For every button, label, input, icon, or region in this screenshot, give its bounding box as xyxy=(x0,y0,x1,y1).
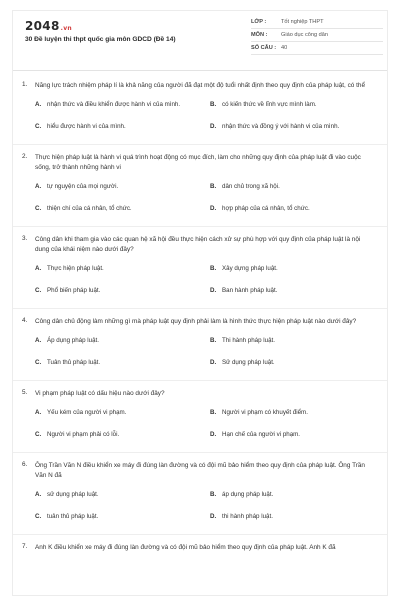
option-a[interactable] xyxy=(35,182,200,191)
option-letter: A. xyxy=(35,409,42,416)
option-letter: B. xyxy=(210,337,217,344)
question-6 xyxy=(13,461,387,534)
option-text: Người vi phạm phải có lỗi. xyxy=(47,431,120,438)
option-a[interactable] xyxy=(35,490,200,499)
question-list xyxy=(13,81,387,553)
option-a[interactable] xyxy=(35,408,200,417)
option-letter: D. xyxy=(210,123,217,130)
exam-meta xyxy=(251,16,383,55)
worksheet-header xyxy=(13,11,387,61)
question-4 xyxy=(13,317,387,380)
option-d[interactable] xyxy=(210,286,375,295)
option-text: thiện chí của cá nhân, tổ chức. xyxy=(47,205,132,212)
option-letter: C. xyxy=(35,359,42,366)
option-d[interactable] xyxy=(210,430,375,439)
option-d[interactable] xyxy=(210,122,375,131)
option-text: Xây dựng pháp luật. xyxy=(222,265,278,272)
meta-value: Tốt nghiệp THPT xyxy=(281,19,324,25)
answer-options xyxy=(35,336,375,380)
question-divider xyxy=(13,226,387,227)
option-b[interactable] xyxy=(210,100,375,109)
question-number: 1. xyxy=(22,81,28,88)
option-letter: C. xyxy=(35,123,42,130)
option-letter: D. xyxy=(210,359,217,366)
option-letter: C. xyxy=(35,287,42,294)
option-c[interactable] xyxy=(35,204,200,213)
question-1 xyxy=(13,81,387,144)
option-c[interactable] xyxy=(35,430,200,439)
question-text: Công dân khi tham gia vào các quan hệ xã hội đều thực hiện cách xử sự phù hợp với quy định của pháp luật là nội dung của khái niệm nào dưới đây? xyxy=(35,236,361,253)
option-letter: B. xyxy=(210,265,217,272)
option-b[interactable] xyxy=(210,490,375,499)
option-letter: A. xyxy=(35,265,42,272)
option-text: có kiến thức về lĩnh vực mình làm. xyxy=(222,101,317,108)
question-number: 4. xyxy=(22,317,28,324)
option-text: Người vi phạm có khuyết điểm. xyxy=(222,409,308,416)
option-text: Ban hành pháp luật. xyxy=(222,287,278,294)
option-text: tự nguyện của mọi người. xyxy=(47,183,119,190)
option-a[interactable] xyxy=(35,100,200,109)
option-letter: D. xyxy=(210,513,217,520)
option-letter: A. xyxy=(35,183,42,190)
option-text: Phổ biến pháp luật. xyxy=(47,287,101,294)
answer-options xyxy=(35,408,375,452)
question-divider xyxy=(13,534,387,535)
option-letter: D. xyxy=(210,287,217,294)
option-letter: C. xyxy=(35,205,42,212)
meta-label: MÔN : xyxy=(251,32,268,38)
header-divider xyxy=(13,70,387,71)
meta-label: SỐ CÂU : xyxy=(251,45,277,51)
option-text: Hạn chế của người vi phạm. xyxy=(222,431,301,438)
option-d[interactable] xyxy=(210,204,375,213)
option-d[interactable] xyxy=(210,358,375,367)
answer-options xyxy=(35,264,375,308)
question-number: 7. xyxy=(22,543,28,550)
meta-value: 40 xyxy=(281,45,288,51)
option-letter: C. xyxy=(35,513,42,520)
option-letter: A. xyxy=(35,491,42,498)
question-3 xyxy=(13,235,387,308)
option-letter: C. xyxy=(35,431,42,438)
site-logo[interactable] xyxy=(25,19,72,33)
option-a[interactable] xyxy=(35,336,200,345)
question-text: Ông Trần Văn N điều khiển xe máy đi đúng làn đường và có đội mũ bảo hiểm theo quy định của pháp luật. Ông Trần Văn N đã xyxy=(35,462,365,479)
page-title: 30 Đề luyện thi thpt quốc gia môn GDCD (Đề 14) xyxy=(25,36,176,43)
option-text: Thi hành pháp luật. xyxy=(222,337,275,344)
option-letter: B. xyxy=(210,409,217,416)
logo-text: 2048 xyxy=(25,19,60,33)
question-divider xyxy=(13,452,387,453)
option-c[interactable] xyxy=(35,358,200,367)
question-2 xyxy=(13,153,387,226)
answer-options xyxy=(35,100,375,144)
question-divider xyxy=(13,308,387,309)
question-number: 6. xyxy=(22,461,28,468)
option-text: nhận thức và điều khiển được hành vi của mình. xyxy=(47,101,181,108)
option-text: Tuân thủ pháp luật. xyxy=(47,359,101,366)
option-letter: B. xyxy=(210,183,217,190)
question-divider xyxy=(13,144,387,145)
option-c[interactable] xyxy=(35,512,200,521)
option-c[interactable] xyxy=(35,122,200,131)
option-letter: D. xyxy=(210,205,217,212)
option-text: áp dụng pháp luật. xyxy=(222,491,274,498)
meta-value: Giáo dục công dân xyxy=(281,32,328,38)
question-number: 2. xyxy=(22,153,28,160)
option-c[interactable] xyxy=(35,286,200,295)
answer-options xyxy=(35,490,375,534)
option-b[interactable] xyxy=(210,336,375,345)
meta-row-count xyxy=(251,42,383,55)
option-text: Yếu kém của người vi phạm. xyxy=(47,409,127,416)
option-text: Sử dụng pháp luật. xyxy=(222,359,275,366)
option-d[interactable] xyxy=(210,512,375,521)
option-letter: D. xyxy=(210,431,217,438)
option-letter: B. xyxy=(210,491,217,498)
question-number: 3. xyxy=(22,235,28,242)
meta-row-subject xyxy=(251,29,383,42)
answer-options xyxy=(35,182,375,226)
option-letter: A. xyxy=(35,337,42,344)
option-text: hiểu được hành vi của mình. xyxy=(47,123,126,130)
question-divider xyxy=(13,380,387,381)
question-text: Công dân chủ động làm những gì mà pháp luật quy định phải làm là hình thức thực hiện pháp luật nào dưới đây? xyxy=(35,318,357,325)
option-text: Áp dụng pháp luật. xyxy=(47,337,99,344)
option-text: tuân thủ pháp luật. xyxy=(47,513,99,520)
meta-row-class xyxy=(251,16,383,29)
question-text: Thực hiện pháp luật là hành vi quá trình hoạt động có mục đích, làm cho những quy định của pháp luật đi vào cuộc sống, trở thành những hành vi xyxy=(35,154,361,171)
option-b[interactable] xyxy=(210,408,375,417)
option-text: nhận thức và đồng ý với hành vi của mình. xyxy=(222,123,340,130)
option-text: hợp pháp của cá nhân, tổ chức. xyxy=(222,205,310,212)
option-b[interactable] xyxy=(210,264,375,273)
option-text: Thực hiện pháp luật. xyxy=(47,265,104,272)
option-text: sử dụng pháp luật. xyxy=(47,491,99,498)
question-text: Năng lực trách nhiệm pháp lí là khả năng của người đã đạt một độ tuổi nhất định theo quy định của pháp luật, có thể xyxy=(35,82,366,89)
option-letter: A. xyxy=(35,101,42,108)
option-letter: B. xyxy=(210,101,217,108)
question-text: Vi phạm pháp luật có dấu hiệu nào dưới đây? xyxy=(35,390,165,397)
question-7 xyxy=(13,543,387,553)
question-5 xyxy=(13,389,387,452)
logo-suffix: .vn xyxy=(60,25,72,32)
option-b[interactable] xyxy=(210,182,375,191)
option-text: thi hành pháp luật. xyxy=(222,513,273,520)
question-text: Anh K điều khiển xe máy đi đúng làn đường và có đội mũ bảo hiểm theo quy định của pháp luật. Anh K đã xyxy=(35,544,336,551)
question-number: 5. xyxy=(22,389,28,396)
meta-label: LỚP : xyxy=(251,19,267,25)
option-text: dân chủ trong xã hội. xyxy=(222,183,280,190)
worksheet-page xyxy=(12,10,388,596)
option-a[interactable] xyxy=(35,264,200,273)
